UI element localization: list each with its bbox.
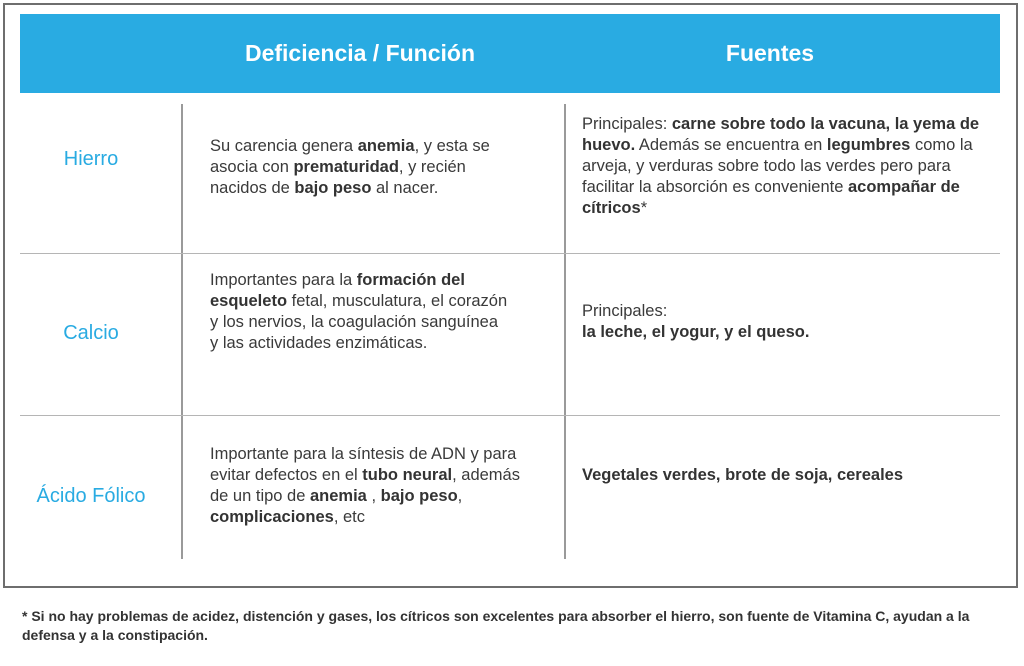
bold-text: anemia [310,487,367,505]
row-divider-2 [20,415,1000,416]
text-segment: Principales: [582,115,672,133]
function-cell-calcio [210,270,510,354]
nutrient-name-hierro: Hierro [63,148,119,170]
sources-cell-hierro [582,114,1000,219]
text-segment: , [457,487,463,505]
text-segment: Su carencia genera [210,137,358,155]
bold-text: anemia [357,137,415,155]
text-segment: , [366,487,381,505]
sources-cell-calcio [582,301,982,343]
column-divider-2 [564,104,566,559]
function-cell-acido-folico [210,444,530,528]
text-segment: , además de un tipo de [210,466,520,505]
sources-cell-acido-folico [582,465,927,486]
function-cell-hierro [210,136,515,199]
bold-text: la leche, el yogur, y el queso. [582,323,810,341]
bold-text: carne sobre todo la vacuna, la yema de huevo. [582,115,980,154]
text-segment: , etc [333,508,365,526]
text-segment: Importantes para la [210,271,357,289]
bold-text: bajo peso [380,487,458,505]
text-segment: al nacer. [371,179,439,197]
bold-text: Vegetales verdes, brote de soja, cereales [582,466,904,484]
column-divider-1 [181,104,183,559]
text-segment: , y recién nacidos de [210,158,466,197]
bold-text: prematuridad [293,158,399,176]
text-segment: , y esta se asocia con [210,137,490,176]
bold-text: complicaciones [210,508,334,526]
bold-text: tubo neural [362,466,453,484]
row-divider-1 [20,253,1000,254]
header-function: Deficiencia / Función [244,40,476,66]
nutrient-name-acido-folico: Ácido Fólico [36,485,146,507]
text-segment: Además se encuentra en [635,136,827,154]
bold-text: formación del esqueleto [210,271,465,310]
footnote: * Si no hay problemas de acidez, distención y gases, los cítricos son excelentes para absorber el hierro, son fuente de Vitamina C, ayudan a la defensa y a la constipación. [22,608,970,643]
text-segment: fetal, musculatura, el corazón y los nervios, la coagulación sanguínea y las actividades enzimáticas. [210,292,508,352]
nutrient-name-calcio: Calcio [63,322,119,344]
bold-text: legumbres [826,136,911,154]
text-segment: * [640,199,648,217]
text-segment: Importante para la síntesis de ADN y para evitar defectos en el [210,445,517,484]
bold-text: acompañar de cítricos [582,178,960,217]
table-header [20,14,1000,93]
bold-text: bajo peso [294,179,372,197]
text-segment: Principales: [582,302,668,320]
text-segment: como la arveja, y verduras sobre todo las verdes pero para facilitar la absorción es conveniente [582,136,973,196]
header-sources: Fuentes [725,40,815,66]
